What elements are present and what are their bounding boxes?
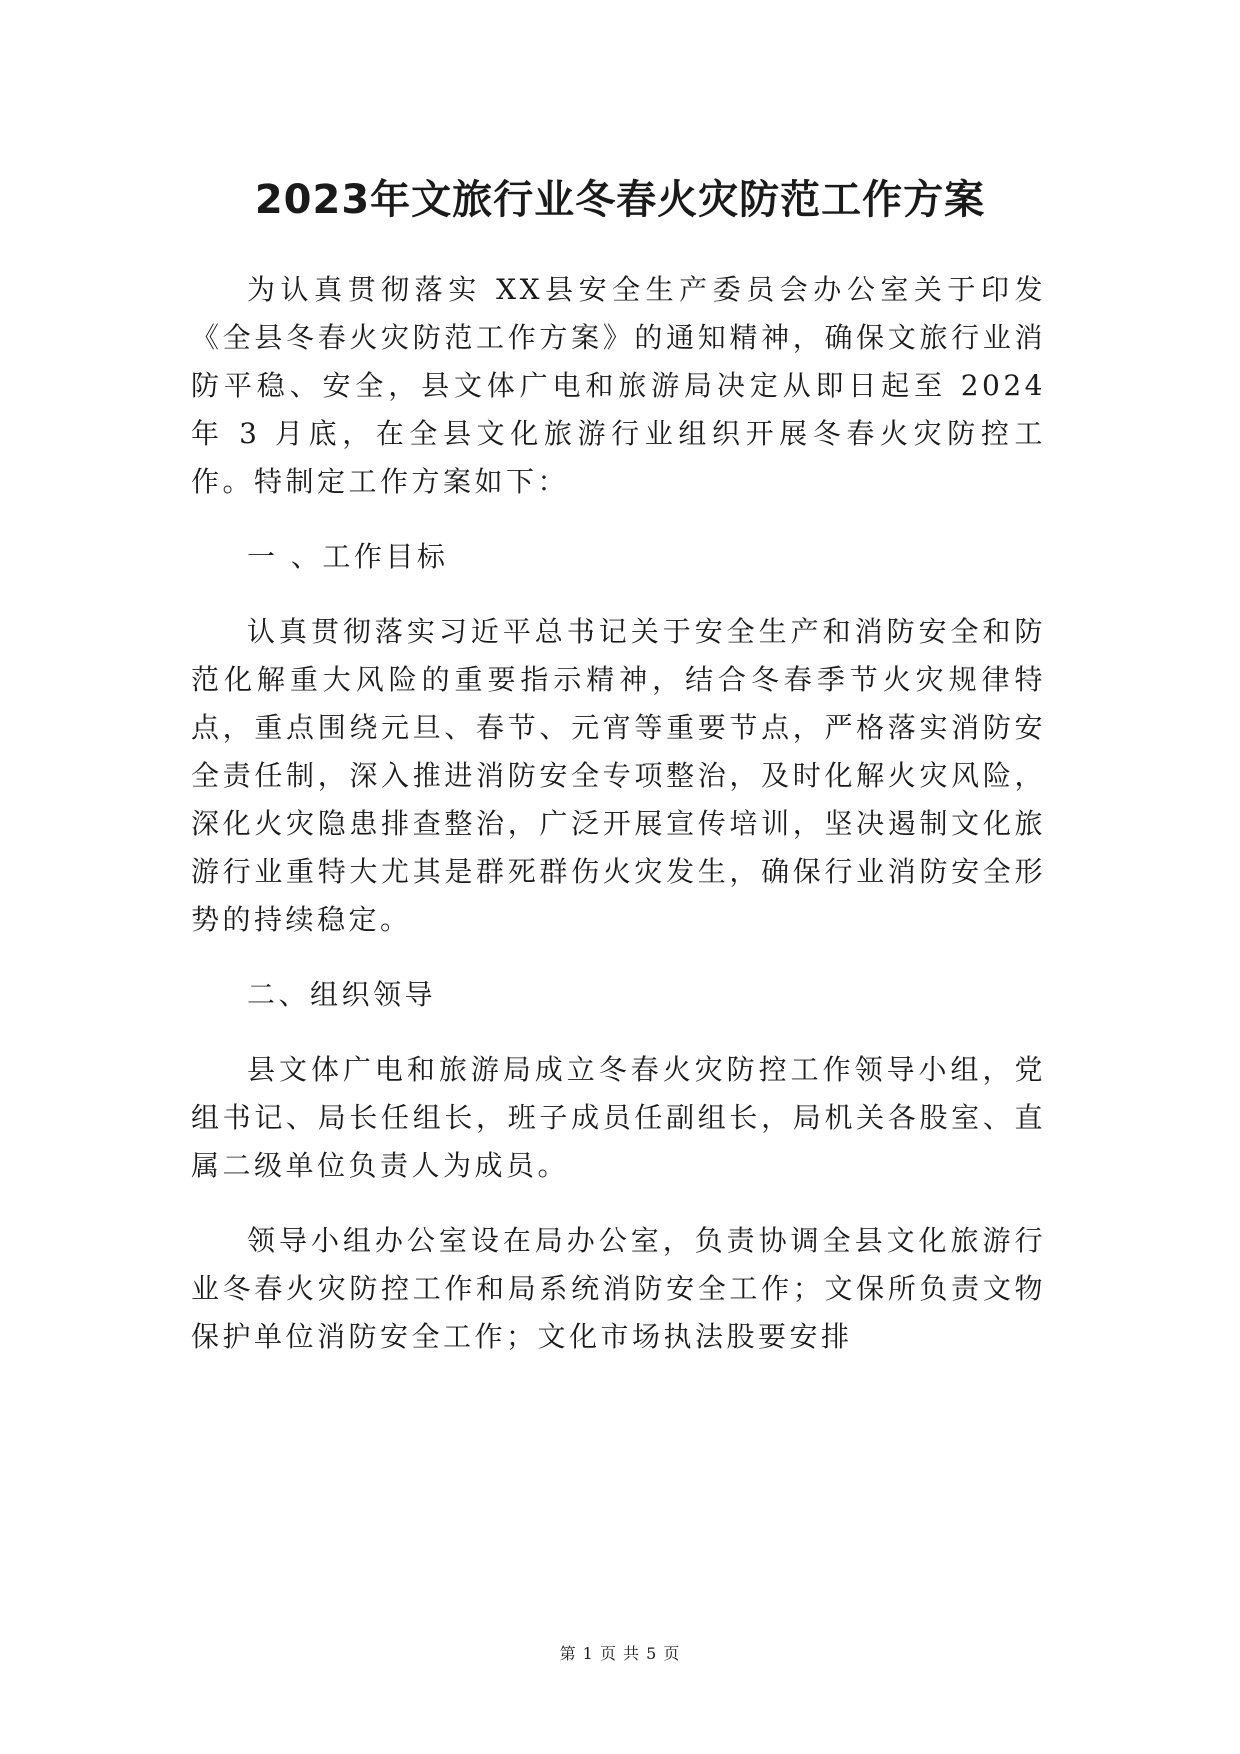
paragraph-intro: 为认真贯彻落实 XX县安全生产委员会办公室关于印发《全县冬春火灾防范工作方案》的通知精神，确保文旅行业消防平稳、安全，县文体广电和旅游局决定从即日起至 2024 年 3 月底，在全县文化旅游行业组织开展冬春火灾防控工作。特制定工作方案如下： — [191, 273, 1046, 498]
paragraph-goals: 认真贯彻落实习近平总书记关于安全生产和消防安全和防范化解重大风险的重要指示精神，结合冬春季节火灾规律特点，重点围绕元旦、春节、元宵等重要节点，严格落实消防安全责任制，深入推进消防安全专项整治，及时化解火灾风险，深化火灾隐患排查整治，广泛开展宣传培训，坚决遏制文化旅游行业重特大尤其是群死群伤火灾发生，确保行业消防安全形势的持续稳定。 — [191, 615, 1046, 936]
paragraph-leadership-office: 领导小组办公室设在局办公室，负责协调全县文化旅游行业冬春火灾防控工作和局系统消防安全工作；文保所负责文物保护单位消防安全工作；文化市场执法股要安排 — [191, 1224, 1046, 1353]
document-title: 2023年文旅行业冬春火灾防范工作方案 — [254, 177, 986, 223]
paragraph-leadership-group: 县文体广电和旅游局成立冬春火灾防控工作领导小组，党组书记、局长任组长，班子成员任副组长，局机关各股室、直属二级单位负责人为成员。 — [191, 1053, 1046, 1182]
page-number: 第 1 页 共 5 页 — [559, 1644, 681, 1663]
section-heading-goals: 一 、工作目标 — [247, 540, 449, 573]
section-heading-leadership: 二、组织领导 — [247, 978, 437, 1011]
document-body — [191, 266, 1046, 1388]
